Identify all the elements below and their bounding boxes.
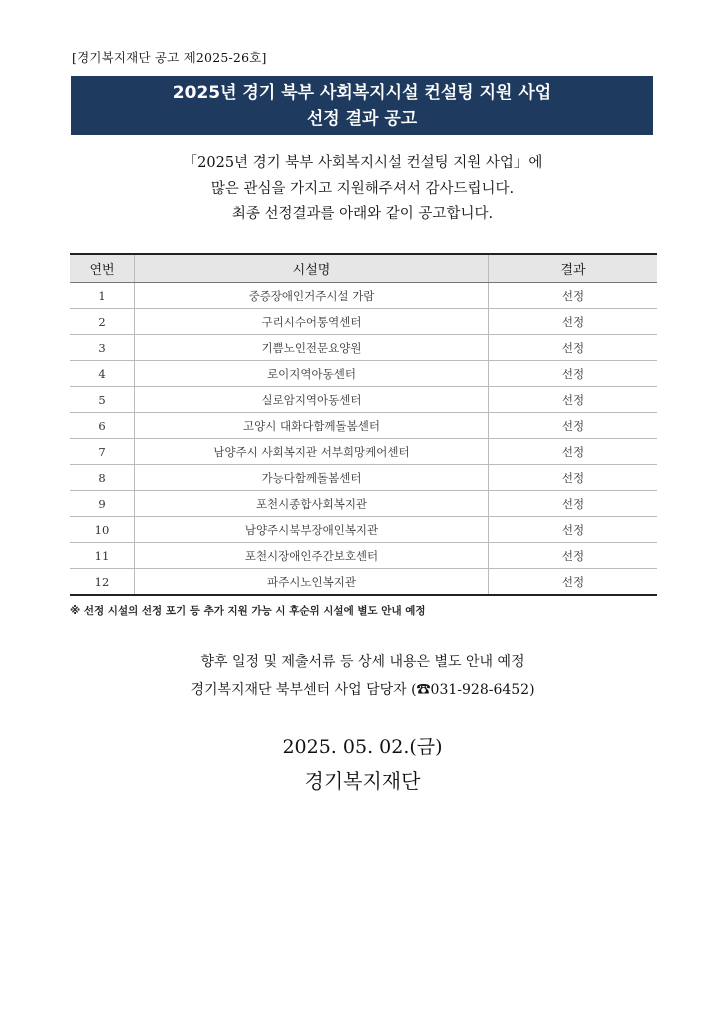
table-row xyxy=(70,439,657,465)
table-row xyxy=(70,283,657,309)
header-facility: 시설명 xyxy=(135,254,489,283)
notice-date: 2025. 05. 02.(금) xyxy=(282,736,443,758)
table-header-row xyxy=(70,254,657,283)
row-no: 1 xyxy=(70,283,135,309)
row-result: 선정 xyxy=(489,283,658,309)
intro-line-2: 많은 관심을 가지고 지원해주셔서 감사드립니다. xyxy=(210,180,515,197)
results-table xyxy=(70,253,657,596)
row-no: 7 xyxy=(70,439,135,465)
row-result: 선정 xyxy=(489,569,658,596)
row-facility: 포천시종합사회복지관 xyxy=(135,491,489,517)
row-facility: 남양주시 사회복지관 서부희망케어센터 xyxy=(135,439,489,465)
followup-line-1: 향후 일정 및 제출서류 등 상세 내용은 별도 안내 예정 xyxy=(200,654,525,670)
table-row xyxy=(70,309,657,335)
row-facility: 포천시장애인주간보호센터 xyxy=(135,543,489,569)
intro-line-3: 최종 선정결과를 아래와 같이 공고합니다. xyxy=(231,206,494,222)
row-facility: 실로암지역아동센터 xyxy=(135,387,489,413)
row-facility: 구리시수어통역센터 xyxy=(135,309,489,335)
table-row xyxy=(70,413,657,439)
row-result: 선정 xyxy=(489,465,658,491)
header-result: 결과 xyxy=(489,254,658,283)
table-row xyxy=(70,335,657,361)
row-no: 5 xyxy=(70,387,135,413)
row-no: 3 xyxy=(70,335,135,361)
row-no: 9 xyxy=(70,491,135,517)
table-row xyxy=(70,517,657,543)
row-result: 선정 xyxy=(489,517,658,543)
title-line-2: 선정 결과 공고 xyxy=(306,109,418,129)
row-no: 6 xyxy=(70,413,135,439)
row-facility: 로이지역아동센터 xyxy=(135,361,489,387)
row-result: 선정 xyxy=(489,491,658,517)
row-result: 선정 xyxy=(489,439,658,465)
row-facility: 기쁨노인전문요양원 xyxy=(135,335,489,361)
table-row xyxy=(70,491,657,517)
header-no: 연번 xyxy=(70,254,135,283)
row-no: 12 xyxy=(70,569,135,596)
intro-line-1: 「2025년 경기 북부 사회복지시설 컨설팅 지원 사업」에 xyxy=(182,155,543,171)
table-row xyxy=(70,361,657,387)
table-row xyxy=(70,569,657,596)
title-line-1: 2025년 경기 북부 사회복지시설 컨설팅 지원 사업 xyxy=(172,83,552,103)
row-facility: 중증장애인거주시설 가람 xyxy=(135,283,489,309)
row-facility: 파주시노인복지관 xyxy=(135,569,489,596)
table-row xyxy=(70,387,657,413)
row-result: 선정 xyxy=(489,387,658,413)
footnote: ※ 선정 시설의 선정 포기 등 추가 지원 가능 시 후순위 시설에 별도 안내 예정 xyxy=(70,605,426,617)
intro-text xyxy=(60,151,665,228)
title-banner xyxy=(71,76,653,135)
table-row xyxy=(70,465,657,491)
row-result: 선정 xyxy=(489,413,658,439)
row-result: 선정 xyxy=(489,309,658,335)
row-facility: 고양시 대화다함께돌봄센터 xyxy=(135,413,489,439)
followup-text xyxy=(60,648,665,704)
notice-number: [경기복지재단 공고 제2025-26호] xyxy=(72,50,267,65)
table-row xyxy=(70,543,657,569)
row-result: 선정 xyxy=(489,361,658,387)
row-result: 선정 xyxy=(489,335,658,361)
row-no: 8 xyxy=(70,465,135,491)
contact-line: 경기복지재단 북부센터 사업 담당자 (☎031-928-6452) xyxy=(190,682,535,698)
row-facility: 남양주시북부장애인복지관 xyxy=(135,517,489,543)
row-facility: 가능다함께돌봄센터 xyxy=(135,465,489,491)
row-no: 4 xyxy=(70,361,135,387)
row-result: 선정 xyxy=(489,543,658,569)
row-no: 11 xyxy=(70,543,135,569)
organization-name: 경기복지재단 xyxy=(304,769,421,793)
row-no: 10 xyxy=(70,517,135,543)
row-no: 2 xyxy=(70,309,135,335)
